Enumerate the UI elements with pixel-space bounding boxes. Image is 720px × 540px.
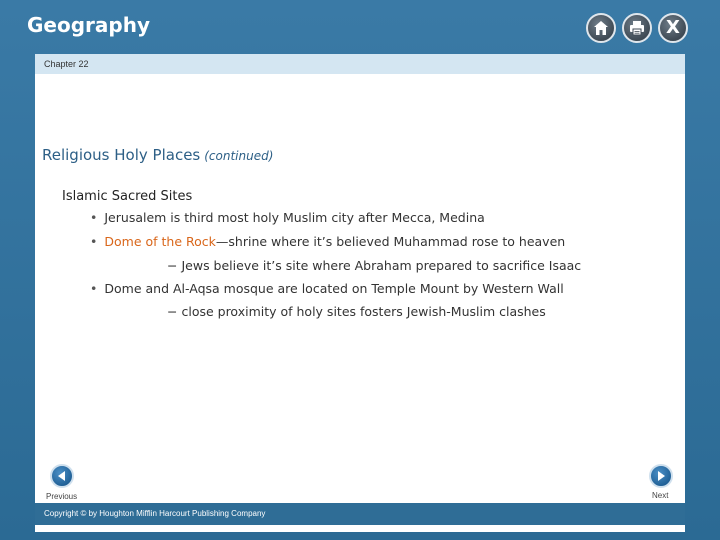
slide-title-text: Religious Holy Places xyxy=(42,146,201,164)
sub-bullet-dash: − xyxy=(167,258,178,273)
sub-bullet-text: Jews believe it’s site where Abraham prepared to sacrifice Isaac xyxy=(181,258,582,273)
previous-label[interactable]: Previous xyxy=(46,492,78,501)
chapter-label: Chapter 22 xyxy=(44,59,89,69)
sub-bullet-item xyxy=(167,304,546,319)
next-label[interactable]: Next xyxy=(652,491,669,500)
bullet-item xyxy=(90,281,564,296)
arrow-left-icon xyxy=(56,470,68,482)
close-icon: X xyxy=(666,17,680,38)
sub-bullet-text: close proximity of holy sites fosters Jewish-Muslim clashes xyxy=(181,304,546,319)
sub-bullet-item xyxy=(167,258,581,273)
home-icon xyxy=(592,19,610,37)
arrow-right-icon xyxy=(655,470,667,482)
bullet-item xyxy=(90,210,485,225)
bullet-highlight: Dome of the Rock xyxy=(104,234,216,249)
top-toolbar xyxy=(586,13,688,43)
app-title: Geography xyxy=(27,13,150,37)
slide-panel xyxy=(35,54,685,532)
next-button[interactable] xyxy=(649,464,673,488)
section-heading: Islamic Sacred Sites xyxy=(62,189,193,204)
bullet-text: Dome and Al-Aqsa mosque are located on Temple Mount by Western Wall xyxy=(104,281,564,296)
bullet-text: Jerusalem is third most holy Muslim city after Mecca, Medina xyxy=(104,210,485,225)
print-icon xyxy=(628,19,646,37)
home-button[interactable] xyxy=(586,13,616,43)
footer-bar xyxy=(35,503,685,525)
bullet-dot: • xyxy=(90,281,98,296)
bullet-item xyxy=(90,234,565,249)
bullet-text: —shrine where it’s believed Muhammad rose to heaven xyxy=(215,234,566,249)
slide-subtitle: (continued) xyxy=(204,149,274,163)
bullet-dot: • xyxy=(90,210,98,225)
previous-button[interactable] xyxy=(50,464,74,488)
copyright-text: Copyright © by Houghton Mifflin Harcourt Publishing Company xyxy=(44,509,266,518)
close-button[interactable] xyxy=(658,13,688,43)
slide-title xyxy=(42,146,273,164)
print-button[interactable] xyxy=(622,13,652,43)
sub-bullet-dash: − xyxy=(167,304,178,319)
bullet-dot: • xyxy=(90,234,98,249)
chapter-bar xyxy=(35,54,685,74)
